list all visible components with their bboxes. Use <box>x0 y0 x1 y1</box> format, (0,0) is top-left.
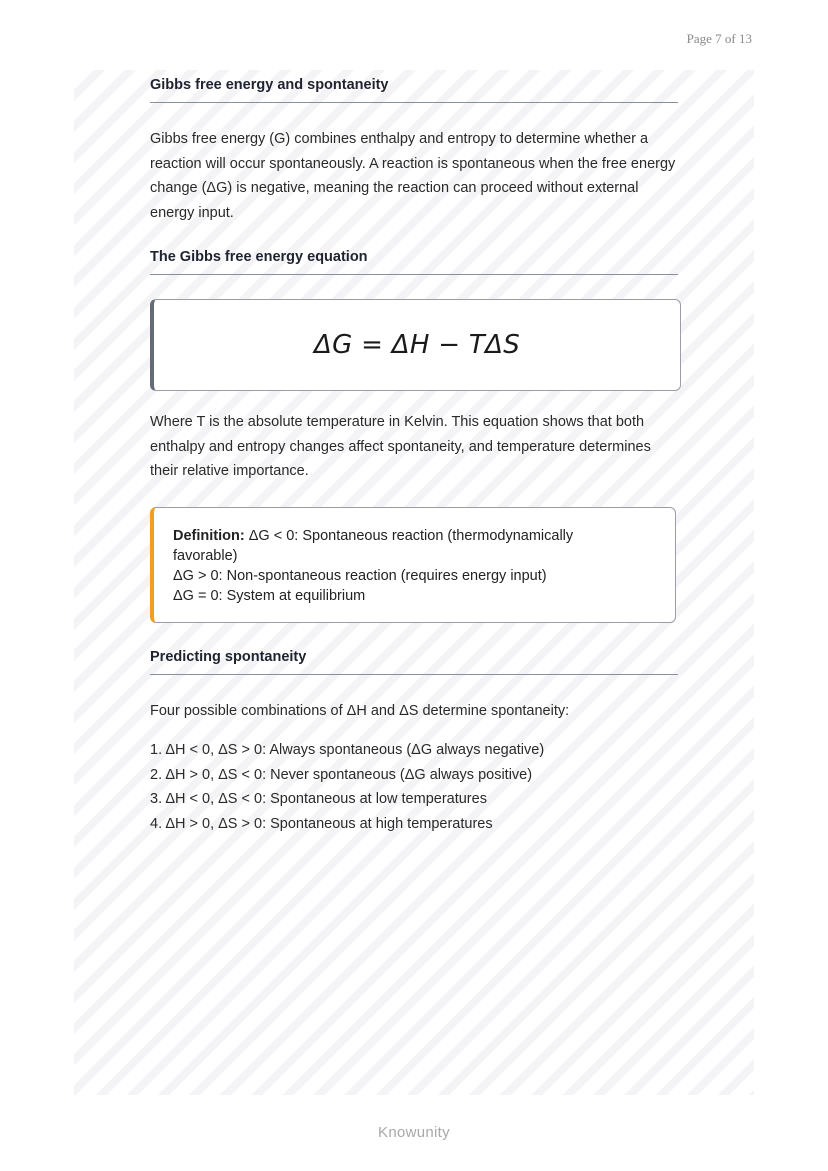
paragraph-predicting-intro: Four possible combinations of ΔH and ΔS determine spontaneity: <box>150 703 570 719</box>
section-title-gibbs: Gibbs free energy and spontaneity <box>150 77 678 103</box>
paragraph-equation-explanation: Where T is the absolute temperature in Kelvin. This equation shows that both enthalpy and entropy changes affect spontaneity, and temperature determines their relative importance. <box>150 414 651 480</box>
equation-entropy-term: TΔS <box>468 330 520 360</box>
page-indicator: Page 7 of 13 <box>686 31 752 46</box>
equation-equals: = <box>352 330 392 360</box>
list-item: 1. ΔH < 0, ΔS > 0: Always spontaneous (ΔG always negative) <box>150 742 545 758</box>
paragraph-gibbs-intro: Gibbs free energy (G) combines enthalpy and entropy to determine whether a reaction will occur spontaneously. A reaction is spontaneous when the free energy change (ΔG) is negative, meaning the reaction can proceed without external energy input. <box>150 131 676 221</box>
definition-box <box>150 507 676 623</box>
definition-line-1 <box>173 526 635 566</box>
section-title-equation: The Gibbs free energy equation <box>150 249 678 275</box>
definition-text-1: ΔG < 0: Spontaneous reaction (thermodynamically favorable) <box>173 528 574 564</box>
definition-label: Definition: <box>173 528 245 544</box>
list-item: 2. ΔH > 0, ΔS < 0: Never spontaneous (ΔG always positive) <box>150 766 533 783</box>
section-title-predicting: Predicting spontaneity <box>150 649 678 675</box>
equation-lhs: ΔG <box>314 330 353 360</box>
footer-brand: Knowunity <box>378 1124 450 1141</box>
equation-box <box>150 299 681 391</box>
definition-line-2: ΔG > 0: Non-spontaneous reaction (requires energy input) <box>173 568 547 584</box>
list-item: 3. ΔH < 0, ΔS < 0: Spontaneous at low temperatures <box>150 791 487 808</box>
equation-minus: − <box>429 330 469 360</box>
definition-line-3: ΔG = 0: System at equilibrium <box>173 588 366 604</box>
list-item: 4. ΔH > 0, ΔS > 0: Spontaneous at high temperatures <box>150 815 493 832</box>
equation-enthalpy-term: ΔH <box>391 330 430 360</box>
combinations-list <box>150 738 680 836</box>
gibbs-equation <box>314 330 520 360</box>
